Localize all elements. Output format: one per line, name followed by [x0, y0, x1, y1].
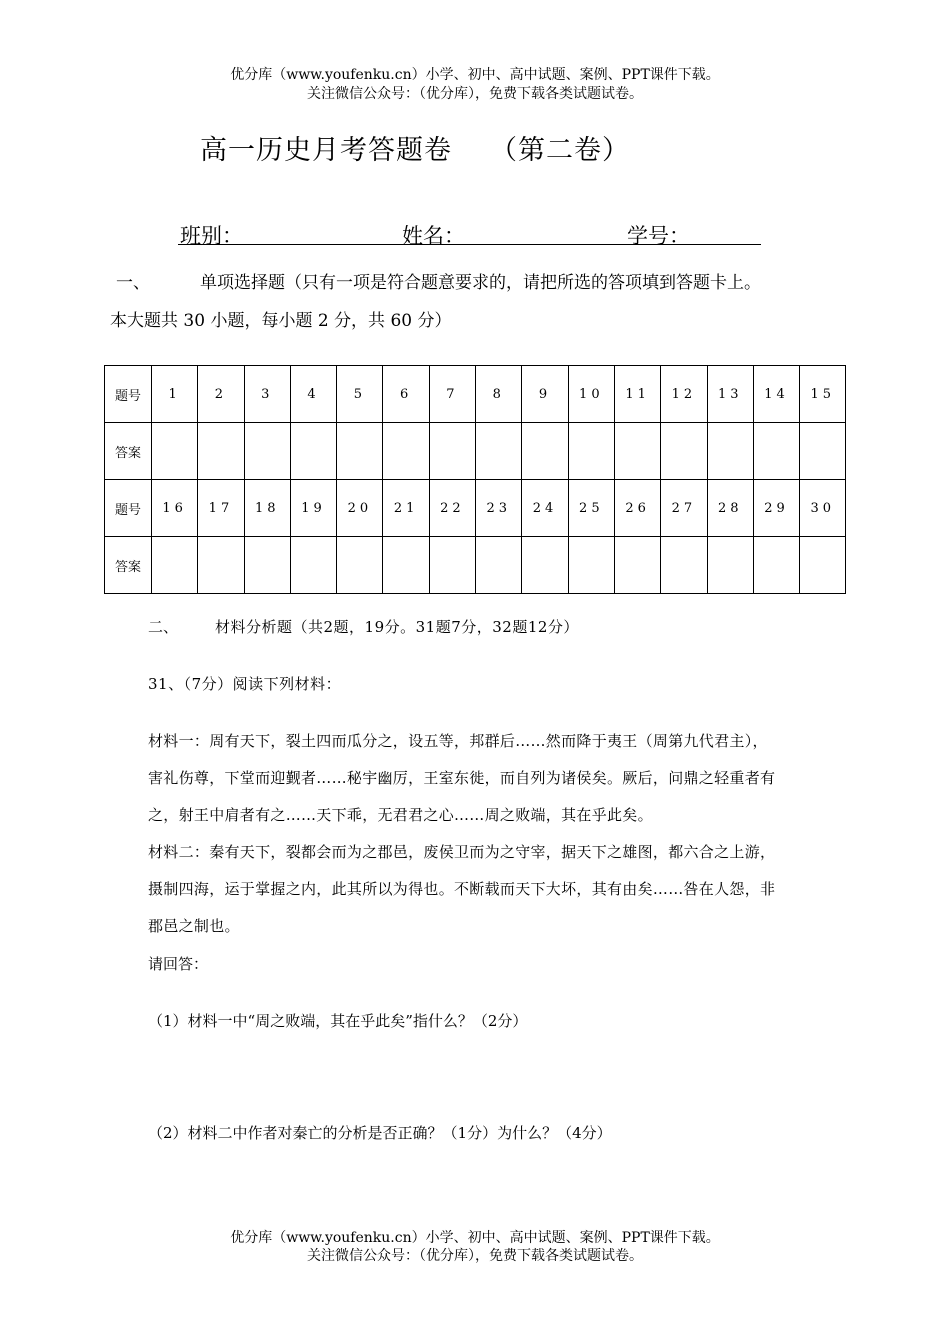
question-number: 10	[568, 366, 614, 423]
question-number: 5	[337, 366, 383, 423]
header-line-1: 优分库（www.youfenku.cn）小学、初中、高中试题、案例、PPT课件下载。	[230, 67, 720, 83]
answer-cell[interactable]	[198, 423, 244, 480]
footer-line-2: 关注微信公众号：（优分库），免费下载各类试题试卷。	[307, 1248, 643, 1264]
question-number: 2	[198, 366, 244, 423]
answer-cell[interactable]	[753, 423, 799, 480]
answer-cell[interactable]	[383, 537, 429, 594]
section2-number: 二、	[148, 618, 179, 636]
answer-cell[interactable]	[614, 423, 660, 480]
question-number: 28	[707, 480, 753, 537]
section1-heading: 单项选择题（只有一项是符合题意要求的，请把所选的答项填到答题卡上。	[200, 273, 761, 293]
answer-cell[interactable]	[522, 537, 568, 594]
question-number: 18	[244, 480, 290, 537]
answer-cell[interactable]	[707, 537, 753, 594]
answer-cell[interactable]	[429, 537, 475, 594]
question-number: 29	[753, 480, 799, 537]
material1-line: 材料一：周有天下，裂土四而瓜分之，设五等，邦群后……然而降于夷王（周第九代君主），	[148, 732, 768, 750]
section2-heading: 材料分析题（共2题，19分。31题7分，32题12分）	[215, 618, 579, 636]
answer-cell[interactable]	[152, 537, 198, 594]
question-number: 22	[429, 480, 475, 537]
question-number: 1	[152, 366, 198, 423]
question-number: 30	[800, 480, 846, 537]
answer-cell[interactable]	[614, 537, 660, 594]
answer-cell[interactable]	[198, 537, 244, 594]
question-number: 13	[707, 366, 753, 423]
material1-line: 害礼伤尊，下堂而迎觐者……秘宇幽厉，王室东徙，而自列为诸侯矣。厥后，问鼎之轻重者有	[148, 769, 776, 787]
question-number: 27	[661, 480, 707, 537]
answer-table	[104, 365, 846, 594]
answer-cell[interactable]	[661, 537, 707, 594]
number-label: 题号	[105, 366, 152, 423]
answer-cell[interactable]	[337, 423, 383, 480]
material2-line: 郡邑之制也。	[148, 917, 240, 935]
name-label: 姓名：	[402, 224, 465, 248]
page-title	[200, 128, 630, 167]
answer-cell[interactable]	[244, 537, 290, 594]
answer-cell[interactable]	[661, 423, 707, 480]
table-row-numbers-2	[105, 480, 846, 537]
question-number: 12	[661, 366, 707, 423]
question-number: 23	[476, 480, 522, 537]
question-number: 6	[383, 366, 429, 423]
question-number: 17	[198, 480, 244, 537]
question-number: 20	[337, 480, 383, 537]
answer-label: 答案	[105, 537, 152, 594]
answer-cell[interactable]	[290, 537, 336, 594]
question-number: 3	[244, 366, 290, 423]
table-row-answers-1	[105, 423, 846, 480]
question-number: 25	[568, 480, 614, 537]
answer-cell[interactable]	[568, 537, 614, 594]
class-label: 班别：	[180, 224, 243, 248]
answer-prompt: 请回答：	[148, 955, 209, 973]
table-row-answers-2	[105, 537, 846, 594]
question-number: 4	[290, 366, 336, 423]
answer-cell[interactable]	[429, 423, 475, 480]
id-label: 学号：	[627, 224, 690, 248]
answer-cell[interactable]	[568, 423, 614, 480]
answer-cell[interactable]	[152, 423, 198, 480]
question-number: 15	[800, 366, 846, 423]
question-number: 19	[290, 480, 336, 537]
question-number: 14	[753, 366, 799, 423]
footer-line-1: 优分库（www.youfenku.cn）小学、初中、高中试题、案例、PPT课件下载。	[230, 1230, 720, 1246]
question-number: 8	[476, 366, 522, 423]
sub-question-1: （1）材料一中“周之败端，其在乎此矣”指什么？（2分）	[148, 1012, 528, 1030]
answer-cell[interactable]	[244, 423, 290, 480]
answer-cell[interactable]	[522, 423, 568, 480]
question-number: 21	[383, 480, 429, 537]
question-number: 7	[429, 366, 475, 423]
question-number: 9	[522, 366, 568, 423]
answer-cell[interactable]	[290, 423, 336, 480]
answer-cell[interactable]	[753, 537, 799, 594]
sub-question-2: （2）材料二中作者对秦亡的分析是否正确？（1分）为什么？（4分）	[148, 1124, 612, 1142]
answer-cell[interactable]	[476, 537, 522, 594]
number-label: 题号	[105, 480, 152, 537]
title-main: 高一历史月考答题卷	[200, 135, 452, 166]
answer-cell[interactable]	[383, 423, 429, 480]
material2-line: 材料二：秦有天下，裂都会而为之郡邑，废侯卫而为之守宰，据天下之雄图，都六合之上游，	[148, 843, 776, 861]
answer-cell[interactable]	[707, 423, 753, 480]
material1-line: 之，射王中肩者有之……天下乖，无君君之心……周之败端，其在乎此矣。	[148, 806, 653, 824]
answer-cell[interactable]	[800, 537, 846, 594]
info-underline	[178, 244, 761, 245]
answer-cell[interactable]	[476, 423, 522, 480]
section1-note: 本大题共 30 小题，每小题 2 分，共 60 分）	[110, 311, 452, 331]
answer-cell[interactable]	[800, 423, 846, 480]
question-number: 11	[614, 366, 660, 423]
answer-label: 答案	[105, 423, 152, 480]
material2-line: 摄制四海，运于掌握之内，此其所以为得也。不断载而天下大坏，其有由矣……咎在人怨，非	[148, 880, 776, 898]
question-number: 26	[614, 480, 660, 537]
section1-number: 一、	[116, 273, 150, 293]
question-number: 24	[522, 480, 568, 537]
question-number: 16	[152, 480, 198, 537]
title-sub: （第二卷）	[490, 135, 630, 166]
table-row-numbers-1	[105, 366, 846, 423]
answer-cell[interactable]	[337, 537, 383, 594]
header-line-2: 关注微信公众号：（优分库），免费下载各类试题试卷。	[307, 86, 643, 102]
q31-heading: 31、（7分）阅读下列材料：	[148, 675, 342, 693]
